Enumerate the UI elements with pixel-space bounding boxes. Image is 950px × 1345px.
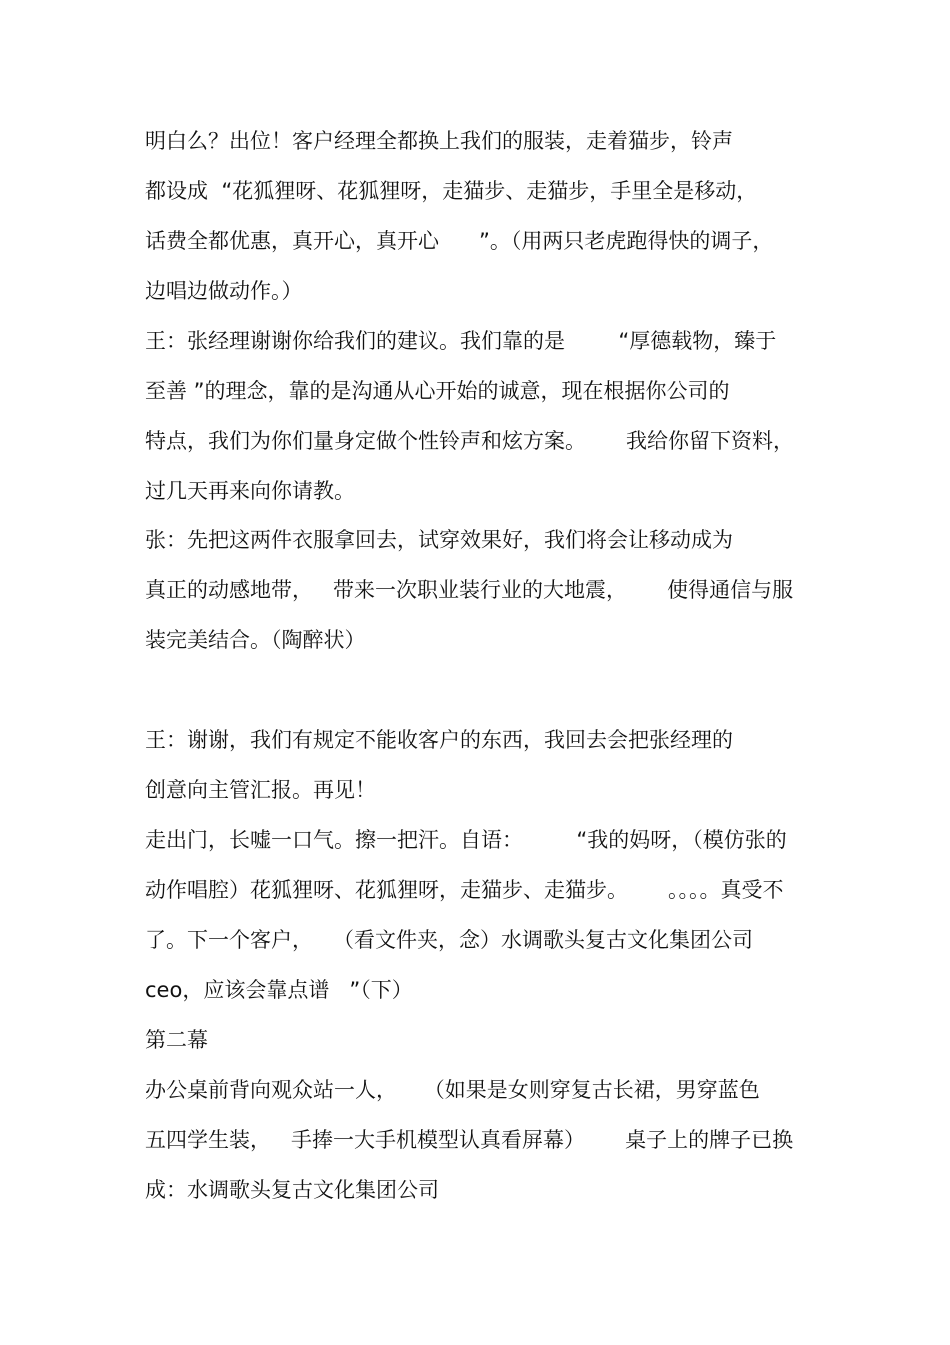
text-line: 办公桌前背向观众站一人， （如果是女则穿复古长裙，男穿蓝色 [145,1078,760,1102]
text-line: 装完美结合。（陶醉状） [145,628,366,652]
text-line: 明白么？出位！客户经理全都换上我们的服装，走着猫步，铃声 [145,129,733,153]
text-line: 了。下一个客户， （看文件夹，念）水调歌头复古文化集团公司 [145,928,754,952]
text-line: 动作唱腔）花狐狸呀、花狐狸呀，走猫步、走猫步。 。。。。真受不 [145,878,784,902]
text-line: 至善 ”的理念，靠的是沟通从心开始的诚意，现在根据你公司的 [145,379,730,403]
text-line: 创意向主管汇报。再见！ [145,778,376,802]
text-line: 王：张经理谢谢你给我们的建议。我们靠的是 “厚德载物，臻于 [145,329,777,353]
text-line: 走出门，长嘘一口气。擦一把汗。自语： “我的妈呀，（模仿张的 [145,828,787,852]
text-line: 话费全都优惠，真开心，真开心 ”。（用两只老虎跑得快的调子， [145,229,774,253]
text-line: 真正的动感地带， 带来一次职业装行业的大地震， 使得通信与服 [145,578,794,602]
text-line: 特点，我们为你们量身定做个性铃声和炫方案。 我给你留下资料， [145,429,795,453]
text-line: 第二幕 [145,1028,208,1052]
text-line: 成：水调歌头复古文化集团公司 [145,1178,439,1202]
text-line: ceo，应该会靠点谱 ”（下） [145,978,413,1002]
text-line: 五四学生装， 手捧一大手机模型认真看屏幕） 桌子上的牌子已换 [145,1128,794,1152]
text-line: 边唱边做动作。） [145,279,303,303]
text-line: 王：谢谢，我们有规定不能收客户的东西，我回去会把张经理的 [145,728,733,752]
text-line: 都设成 “花狐狸呀、花狐狸呀，走猫步、走猫步，手里全是移动， [145,179,758,203]
text-line: 过几天再来向你请教。 [145,479,355,503]
text-line: 张：先把这两件衣服拿回去，试穿效果好，我们将会让移动成为 [145,528,733,552]
